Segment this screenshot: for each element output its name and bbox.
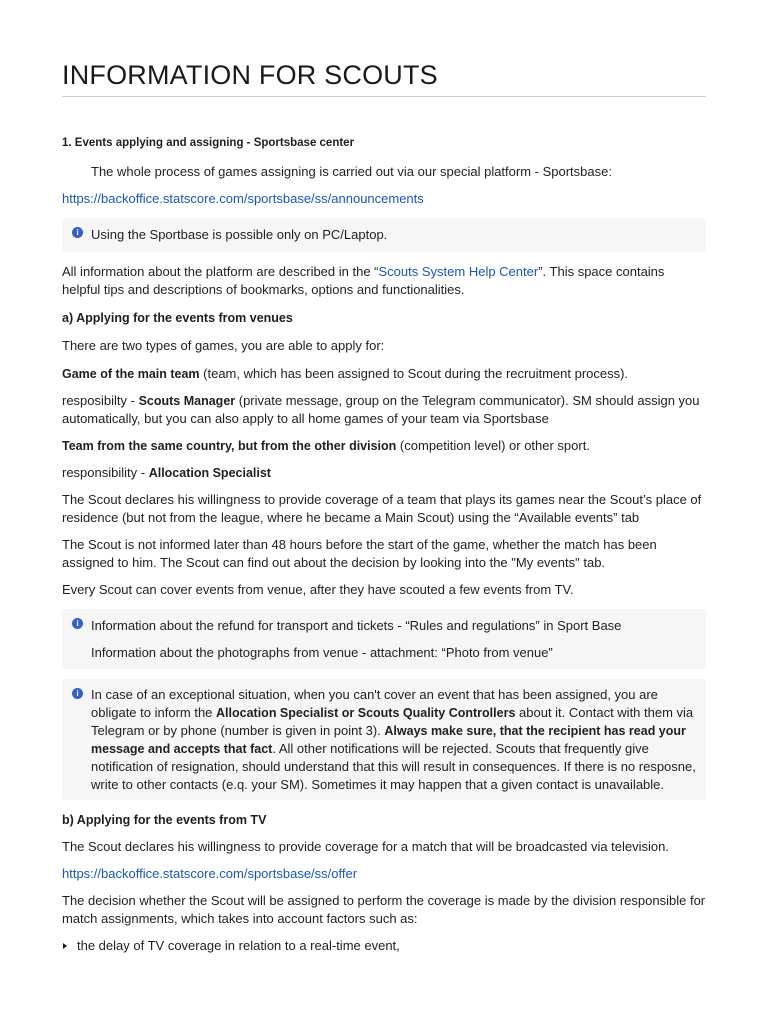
- main-team-bold: Game of the main team: [62, 367, 200, 381]
- resp1-rest: (private message, group on the Telegram communicator). SM should assign you automatically, but you can also apply to all home games of your team via Sportsbase: [62, 393, 700, 426]
- info-icon: i: [72, 227, 83, 238]
- note-photos-text: Information about the photographs from venue - attachment: “Photo from venue”: [91, 645, 553, 660]
- help-center-link[interactable]: Scouts System Help Center: [378, 264, 539, 279]
- responsibility-as-text: [62, 464, 706, 482]
- main-team-rest: (team, which has been assigned to Scout during the recruitment process).: [199, 366, 629, 381]
- page-title: INFORMATION FOR SCOUTS: [62, 60, 438, 90]
- platform-info: [62, 263, 706, 299]
- decision-text: The decision whether the Scout will be assigned to perform the coverage is made by the division responsible for match assignments, which takes into account factors such as:: [62, 893, 706, 926]
- note-exceptional: [62, 679, 706, 800]
- same-country-bold: Team from the same country, but from the other division: [62, 439, 397, 453]
- info-icon: i: [72, 618, 83, 629]
- exc-bold1: Allocation Specialist or Scouts Quality Controllers: [216, 706, 516, 720]
- platform-info-pre: All information about the platform are described in the “: [62, 264, 379, 279]
- informed-text: The Scout is not informed later than 48 hours before the start of the game, whether the match has been assigned to him. The Scout can find out about the decision by looking into the "My events" tab.: [62, 537, 657, 570]
- two-types-text: There are two types of games, you are able to apply for:: [62, 338, 385, 353]
- same-country-text: [62, 437, 706, 455]
- note-pc-only-text: Using the Sportbase is possible only on PC/Laptop.: [91, 227, 388, 242]
- title-divider: [62, 96, 706, 97]
- responsibility-sm-text: [62, 392, 706, 428]
- note-exceptional-text: [91, 686, 696, 794]
- declares-venue-text: The Scout declares his willingness to provide coverage of a team that plays its games near the Scout’s place of residence (but not from the league, where he became a Main Scout) using the “Available events” tab: [62, 492, 702, 525]
- section-a-heading: a) Applying for the events from venues: [62, 311, 293, 325]
- section-b-heading: b) Applying for the events from TV: [62, 813, 267, 827]
- resp2-bold: Allocation Specialist: [148, 466, 271, 480]
- offer-link[interactable]: https://backoffice.statscore.com/sportsbase/ss/offer: [62, 866, 358, 881]
- announcements-link[interactable]: https://backoffice.statscore.com/sportsbase/ss/announcements: [62, 191, 424, 206]
- note-pc-only: [62, 218, 706, 252]
- declares-tv-text: The Scout declares his willingness to provide coverage for a match that will be broadcasted via television.: [62, 839, 669, 854]
- note-refund-photos: [62, 609, 706, 669]
- platform-info-post: ”. This space contains helpful tips and descriptions of bookmarks, options and functionalities.: [62, 264, 665, 297]
- exc-part2: about it. Contact with them via Telegram or by phone (number is given in point 3).: [91, 705, 694, 738]
- resp1-pre: resposibilty -: [62, 393, 139, 408]
- note-refund-text: Information about the refund for transport and tickets - “Rules and regulations” in Sport Base: [91, 618, 622, 633]
- exc-part3: . All other notifications will be rejected. Scouts that frequently give notification of resignation, should understand that this will result in consequences. If there is no resposne, write to other contacts (e.q. your SM). Sometimes it may happen that a given contact is unavailable.: [91, 741, 696, 792]
- every-scout-text: Every Scout can cover events from venue, after they have scouted a few events from TV.: [62, 582, 574, 597]
- list-item: the delay of TV coverage in relation to a real-time event,: [62, 937, 706, 955]
- main-team-text: [62, 365, 706, 383]
- resp1-bold: Scouts Manager: [138, 394, 236, 408]
- sportsbase-intro: The whole process of games assigning is carried out via our special platform - Sportsbase:: [91, 164, 612, 179]
- resp2-pre: responsibility -: [62, 465, 149, 480]
- exc-part1: In case of an exceptional situation, when you can't cover an event that has been assigned, you are obligate to inform the: [91, 687, 658, 720]
- section-1-heading: 1. Events applying and assigning - Sportsbase center: [62, 137, 355, 149]
- same-country-rest: (competition level) or other sport.: [396, 438, 590, 453]
- exc-bold2: Always make sure, that the recipient has read your message and accepts that fact: [91, 724, 686, 756]
- info-icon: i: [72, 688, 83, 699]
